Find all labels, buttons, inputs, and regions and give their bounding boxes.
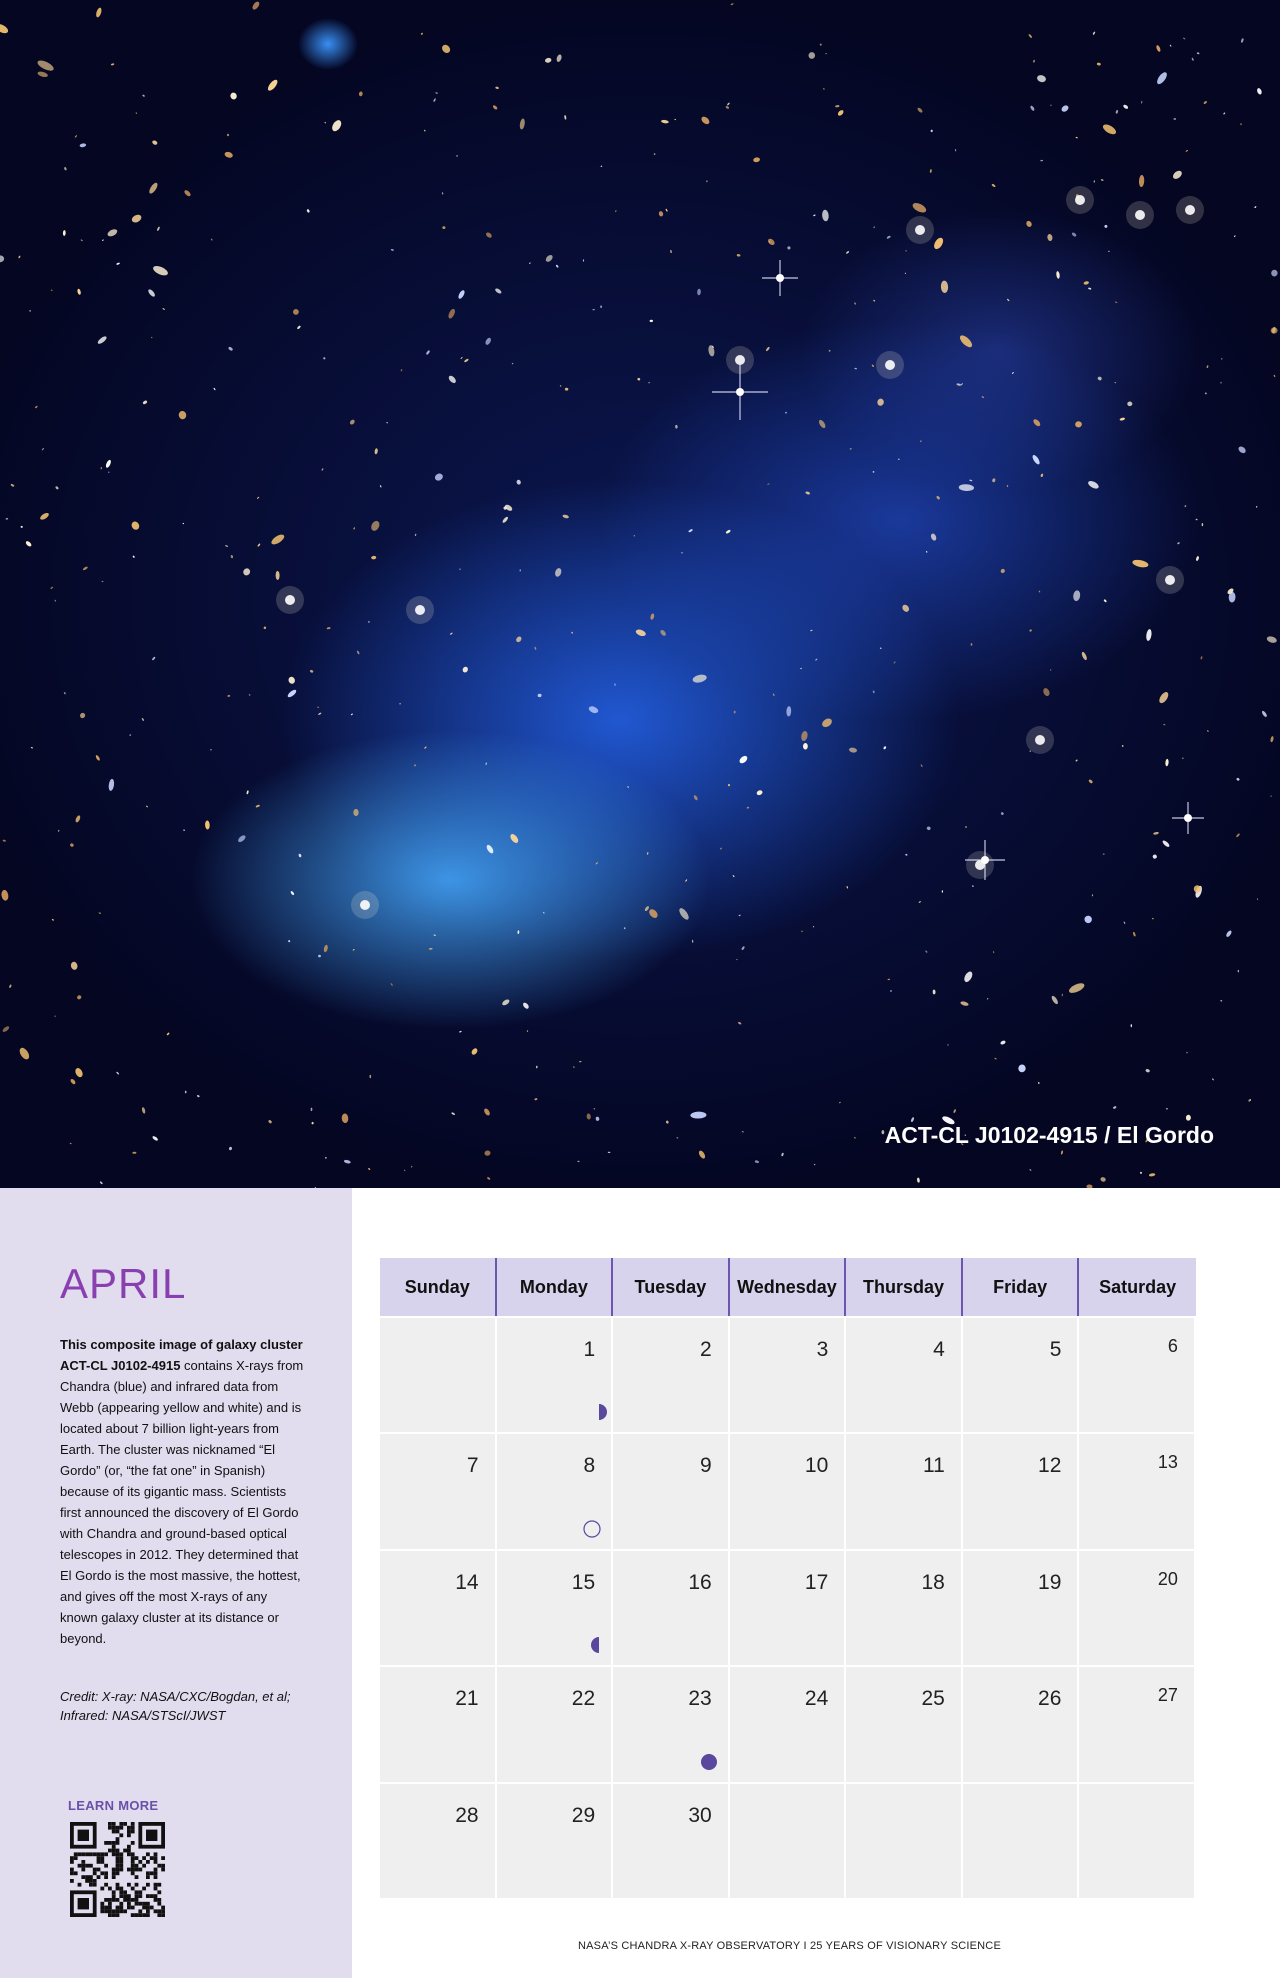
day-header-thursday: Thursday [846,1258,963,1316]
calendar-day [613,1316,730,1432]
day-number: 16 [688,1570,712,1594]
calendar-empty-cell [846,1782,963,1898]
day-header-friday: Friday [963,1258,1080,1316]
day-number: 22 [571,1687,596,1711]
calendar-day [380,1782,497,1898]
calendar-day [1079,1316,1196,1432]
calendar-day [497,1432,614,1548]
day-number: 4 [933,1338,945,1361]
day-number: 21 [455,1687,479,1711]
day-header-wednesday: Wednesday [730,1258,847,1316]
image-caption: ACT-CL J0102-4915 / El Gordo [884,1122,1214,1148]
footer-text: NASA’S CHANDRA X-RAY OBSERVATORY I 25 YEARS OF VISIONARY SCIENCE [578,1940,1001,1952]
calendar-day [963,1665,1080,1781]
last-quarter-moon-icon [589,1402,609,1422]
calendar-day [730,1316,847,1432]
day-number: 8 [583,1454,596,1478]
calendar-day [846,1665,963,1781]
day-number: 18 [921,1570,945,1594]
calendar-day [1079,1665,1196,1781]
day-number: 30 [688,1803,712,1827]
calendar-day [730,1432,847,1548]
calendar-day [730,1549,847,1665]
day-number: 23 [688,1687,712,1711]
day-header-saturday: Saturday [1079,1258,1196,1316]
calendar-day [613,1549,730,1665]
calendar-day [963,1316,1080,1432]
first-quarter-moon-icon [589,1635,609,1655]
day-number: 14 [455,1570,479,1594]
day-number: 26 [1038,1687,1062,1711]
day-number: 9 [700,1454,712,1478]
day-header-monday: Monday [497,1258,614,1316]
day-number: 2 [700,1338,712,1361]
day-number: 25 [921,1687,945,1711]
description-bold: This composite image of galaxy cluster ACT-CL J0102-4915 [60,1337,303,1373]
day-number: 7 [466,1454,479,1478]
calendar-day [846,1432,963,1548]
calendar-day [846,1316,963,1432]
day-number: 6 [1167,1336,1178,1356]
calendar-day [613,1665,730,1781]
calendar-grid [380,1258,1196,1898]
day-header-sunday: Sunday [380,1258,497,1316]
full-moon-moon-icon [699,1752,719,1772]
day-number: 5 [1049,1338,1062,1361]
day-number: 13 [1157,1452,1178,1473]
day-number: 24 [804,1687,829,1711]
calendar-day [1079,1432,1196,1548]
calendar-day [497,1782,614,1898]
learn-more-label: LEARN MORE [68,1798,159,1813]
day-number: 20 [1157,1568,1178,1589]
calendar-empty-cell [963,1782,1080,1898]
calendar-day [963,1432,1080,1548]
calendar-empty-cell [380,1316,497,1432]
day-number: 12 [1038,1454,1062,1478]
month-title: APRIL [60,1260,187,1307]
day-number: 3 [816,1338,829,1361]
calendar-day [380,1665,497,1781]
image-credit: Credit: X-ray: NASA/CXC/Bogdan, et al; Infrared: NASA/STScI/JWST [60,1689,291,1723]
calendar-day [613,1432,730,1548]
day-number: 17 [804,1570,829,1594]
calendar-day [380,1432,497,1548]
description [60,1334,306,1649]
calendar-day [497,1549,614,1665]
calendar-empty-cell [1079,1782,1196,1898]
calendar-empty-cell [730,1782,847,1898]
calendar-day [846,1549,963,1665]
calendar-day [497,1316,614,1432]
day-number: 10 [804,1454,829,1478]
description-text: contains X-rays from Chandra (blue) and infrared data from Webb (appearing yellow and white) and is located about 7 billion light-years from Earth. The cluster was nicknamed “El Gordo” (or, “the fat one” in Spanish) because of its gigantic mass. Scientists first announced the discovery of El Gordo with Chandra and ground-based optical telescopes in 2012. They determined that El Gordo is the most massive, the hottest, and gives off the most X-rays of any known galaxy cluster at its distance or beyond. [60,1358,304,1646]
qr-code-icon[interactable] [70,1822,168,1918]
calendar-day [613,1782,730,1898]
day-number: 1 [583,1338,596,1361]
day-number: 28 [455,1803,479,1827]
day-number: 19 [1038,1570,1062,1594]
day-header-tuesday: Tuesday [613,1258,730,1316]
calendar-day [380,1549,497,1665]
calendar-day [1079,1549,1196,1665]
day-number: 11 [923,1454,945,1478]
day-number: 27 [1157,1685,1178,1706]
calendar-day [963,1549,1080,1665]
calendar-day [497,1665,614,1781]
day-number: 15 [571,1570,596,1594]
new-moon-moon-icon [582,1519,602,1539]
day-number: 29 [571,1803,596,1827]
calendar-day [730,1665,847,1781]
